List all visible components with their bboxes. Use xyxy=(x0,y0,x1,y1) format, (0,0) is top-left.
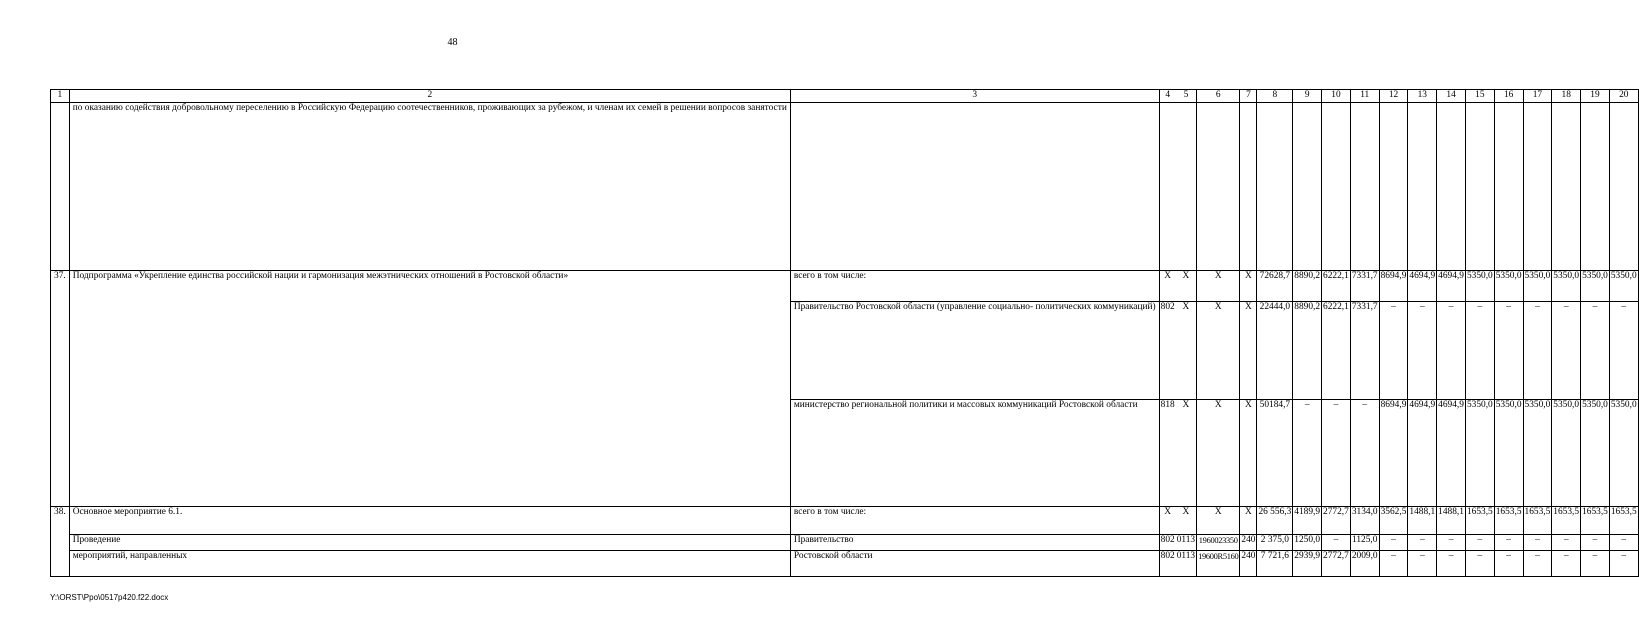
code-cell: 240 xyxy=(1240,551,1257,577)
table-row xyxy=(51,507,1639,535)
value-cell: 26 556,3 xyxy=(1257,507,1293,535)
value-cell: – xyxy=(1523,551,1552,577)
code-cell: 19600R5160 xyxy=(1197,551,1240,577)
code-cell: Х xyxy=(1176,271,1197,302)
activity-name: Основное мероприятие 6.1. xyxy=(69,507,790,535)
value-cell: 4189,9 xyxy=(1293,507,1322,535)
code-cell: Х xyxy=(1176,507,1197,535)
value-cell: – xyxy=(1465,551,1494,577)
value-cell: – xyxy=(1465,535,1494,551)
value-cell: 5350,0 xyxy=(1494,400,1523,507)
executor: Ростовской области xyxy=(790,551,1159,577)
col-header: 3 xyxy=(790,90,1159,103)
table-row xyxy=(51,535,1639,551)
code-cell: Х xyxy=(1197,400,1240,507)
col-header: 18 xyxy=(1552,90,1581,103)
value-cell: 6222,1 xyxy=(1322,302,1351,400)
col-header: 9 xyxy=(1293,90,1322,103)
value-cell: 5350,0 xyxy=(1581,271,1610,302)
value-cell: 7331,7 xyxy=(1350,271,1379,302)
value-cell: 2009,0 xyxy=(1350,551,1379,577)
value-cell: 3562,5 xyxy=(1379,507,1408,535)
value-cell: – xyxy=(1379,302,1408,400)
col-header: 17 xyxy=(1523,90,1552,103)
value-cell: – xyxy=(1465,302,1494,400)
value-cell: 7331,7 xyxy=(1350,302,1379,400)
activity-name: Проведение xyxy=(69,535,790,551)
value-cell: – xyxy=(1494,551,1523,577)
value-cell: – xyxy=(1609,551,1638,577)
value-cell: – xyxy=(1350,400,1379,507)
table-body xyxy=(51,90,1639,577)
code-cell: 802 xyxy=(1159,302,1176,400)
value-cell: 5350,0 xyxy=(1465,400,1494,507)
value-cell: 1653,5 xyxy=(1581,507,1610,535)
col-header: 15 xyxy=(1465,90,1494,103)
value-cell: 1653,5 xyxy=(1465,507,1494,535)
header-row xyxy=(51,90,1639,103)
value-cell: 8694,9 xyxy=(1379,271,1408,302)
value-cell: 4694,9 xyxy=(1408,271,1437,302)
value-cell: – xyxy=(1408,302,1437,400)
executor: Правительство Ростовской области (управление социально- политических коммуникаций) xyxy=(790,302,1159,400)
value-cell: 2772,7 xyxy=(1322,507,1351,535)
budget-table xyxy=(50,89,1639,577)
value-cell: 8890,2 xyxy=(1293,302,1322,400)
value-cell: 4694,9 xyxy=(1408,400,1437,507)
value-cell: 2 375,0 xyxy=(1257,535,1293,551)
code-cell: 240 xyxy=(1240,535,1257,551)
value-cell: – xyxy=(1322,535,1351,551)
value-cell: 5350,0 xyxy=(1494,271,1523,302)
activity-name: по оказанию содействия добровольному переселению в Российскую Федерацию соотечественников, проживающих за рубежом, и членам их семей в решении вопросов занятости xyxy=(69,103,790,271)
value-cell: – xyxy=(1379,535,1408,551)
code-cell: 0113 xyxy=(1176,551,1197,577)
value-cell: 1653,5 xyxy=(1523,507,1552,535)
value-cell: 1488,1 xyxy=(1437,507,1466,535)
value-cell: – xyxy=(1437,302,1466,400)
value-cell: 5350,0 xyxy=(1609,271,1638,302)
col-header: 10 xyxy=(1322,90,1351,103)
code-cell: Х xyxy=(1176,400,1197,507)
value-cell: – xyxy=(1523,535,1552,551)
value-cell: – xyxy=(1581,551,1610,577)
value-cell: – xyxy=(1293,400,1322,507)
executor: Правительство xyxy=(790,535,1159,551)
value-cell: 2772,7 xyxy=(1322,551,1351,577)
value-cell: – xyxy=(1379,551,1408,577)
value-cell: 2939,9 xyxy=(1293,551,1322,577)
col-header: 11 xyxy=(1350,90,1379,103)
value-cell: 1250,0 xyxy=(1293,535,1322,551)
col-header: 1 xyxy=(51,90,70,103)
col-header: 12 xyxy=(1379,90,1408,103)
code-cell: 802 xyxy=(1159,535,1176,551)
code-cell: Х xyxy=(1240,271,1257,302)
value-cell: 1125,0 xyxy=(1350,535,1379,551)
table-row xyxy=(51,103,1639,271)
value-cell: 72628,7 xyxy=(1257,271,1293,302)
value-cell: 8890,2 xyxy=(1293,271,1322,302)
code-cell: 818 xyxy=(1159,400,1176,507)
code-cell: Х xyxy=(1197,271,1240,302)
value-cell: – xyxy=(1552,302,1581,400)
value-cell: 4694,9 xyxy=(1437,400,1466,507)
value-cell: 1653,5 xyxy=(1494,507,1523,535)
value-cell: – xyxy=(1581,302,1610,400)
value-cell: – xyxy=(1523,302,1552,400)
col-header: 8 xyxy=(1257,90,1293,103)
row-number: 37. xyxy=(51,271,70,507)
col-header: 7 xyxy=(1240,90,1257,103)
value-cell: 22444,0 xyxy=(1257,302,1293,400)
col-header: 6 xyxy=(1197,90,1240,103)
value-cell: 5350,0 xyxy=(1609,400,1638,507)
code-cell: 0113 xyxy=(1176,535,1197,551)
executor: министерство региональной политики и массовых коммуникаций Ростовской области xyxy=(790,400,1159,507)
activity-name: мероприятий, направленных xyxy=(69,551,790,577)
col-header: 19 xyxy=(1581,90,1610,103)
value-cell: – xyxy=(1322,400,1351,507)
code-cell: Х xyxy=(1159,271,1176,302)
row-number: 38. xyxy=(51,507,70,577)
value-cell: – xyxy=(1408,535,1437,551)
value-cell: – xyxy=(1437,535,1466,551)
table-row xyxy=(51,551,1639,577)
value-cell: – xyxy=(1552,535,1581,551)
value-cell: – xyxy=(1494,302,1523,400)
code-cell: Х xyxy=(1240,400,1257,507)
code-cell: Х xyxy=(1197,302,1240,400)
page-number: 48 xyxy=(447,37,458,48)
value-cell: – xyxy=(1408,551,1437,577)
value-cell: 1653,5 xyxy=(1609,507,1638,535)
value-cell: 5350,0 xyxy=(1581,400,1610,507)
value-cell: – xyxy=(1437,551,1466,577)
value-cell: 50184,7 xyxy=(1257,400,1293,507)
value-cell: 5350,0 xyxy=(1465,271,1494,302)
code-cell: Х xyxy=(1240,302,1257,400)
value-cell: 7 721,6 xyxy=(1257,551,1293,577)
value-cell: – xyxy=(1581,535,1610,551)
value-cell: 1488,1 xyxy=(1408,507,1437,535)
col-header: 4 xyxy=(1159,90,1176,103)
col-header: 13 xyxy=(1408,90,1437,103)
value-cell: – xyxy=(1609,302,1638,400)
value-cell: – xyxy=(1552,551,1581,577)
value-cell: 5350,0 xyxy=(1523,400,1552,507)
code-cell: 1960023350 xyxy=(1197,535,1240,551)
code-cell: Х xyxy=(1176,302,1197,400)
file-path-footer: Y:\ORST\Ppo\0517p420.f22.docx xyxy=(50,593,169,602)
value-cell: 5350,0 xyxy=(1523,271,1552,302)
value-cell: 3134,0 xyxy=(1350,507,1379,535)
value-cell: 8694,9 xyxy=(1379,400,1408,507)
value-cell: – xyxy=(1609,535,1638,551)
executor: всего в том числе: xyxy=(790,271,1159,302)
code-cell: 802 xyxy=(1159,551,1176,577)
value-cell: 6222,1 xyxy=(1322,271,1351,302)
code-cell: Х xyxy=(1197,507,1240,535)
table-row xyxy=(51,271,1639,302)
col-header: 20 xyxy=(1609,90,1638,103)
col-header: 5 xyxy=(1176,90,1197,103)
value-cell: 5350,0 xyxy=(1552,271,1581,302)
value-cell: – xyxy=(1494,535,1523,551)
executor: всего в том числе: xyxy=(790,507,1159,535)
col-header: 2 xyxy=(69,90,790,103)
value-cell: 5350,0 xyxy=(1552,400,1581,507)
value-cell: 4694,9 xyxy=(1437,271,1466,302)
value-cell: 1653,5 xyxy=(1552,507,1581,535)
code-cell: Х xyxy=(1240,507,1257,535)
code-cell: Х xyxy=(1159,507,1176,535)
activity-name: Подпрограмма «Укрепление единства российской нации и гармонизация межэтнических отношений в Ростовской области» xyxy=(69,271,790,507)
col-header: 16 xyxy=(1494,90,1523,103)
col-header: 14 xyxy=(1437,90,1466,103)
